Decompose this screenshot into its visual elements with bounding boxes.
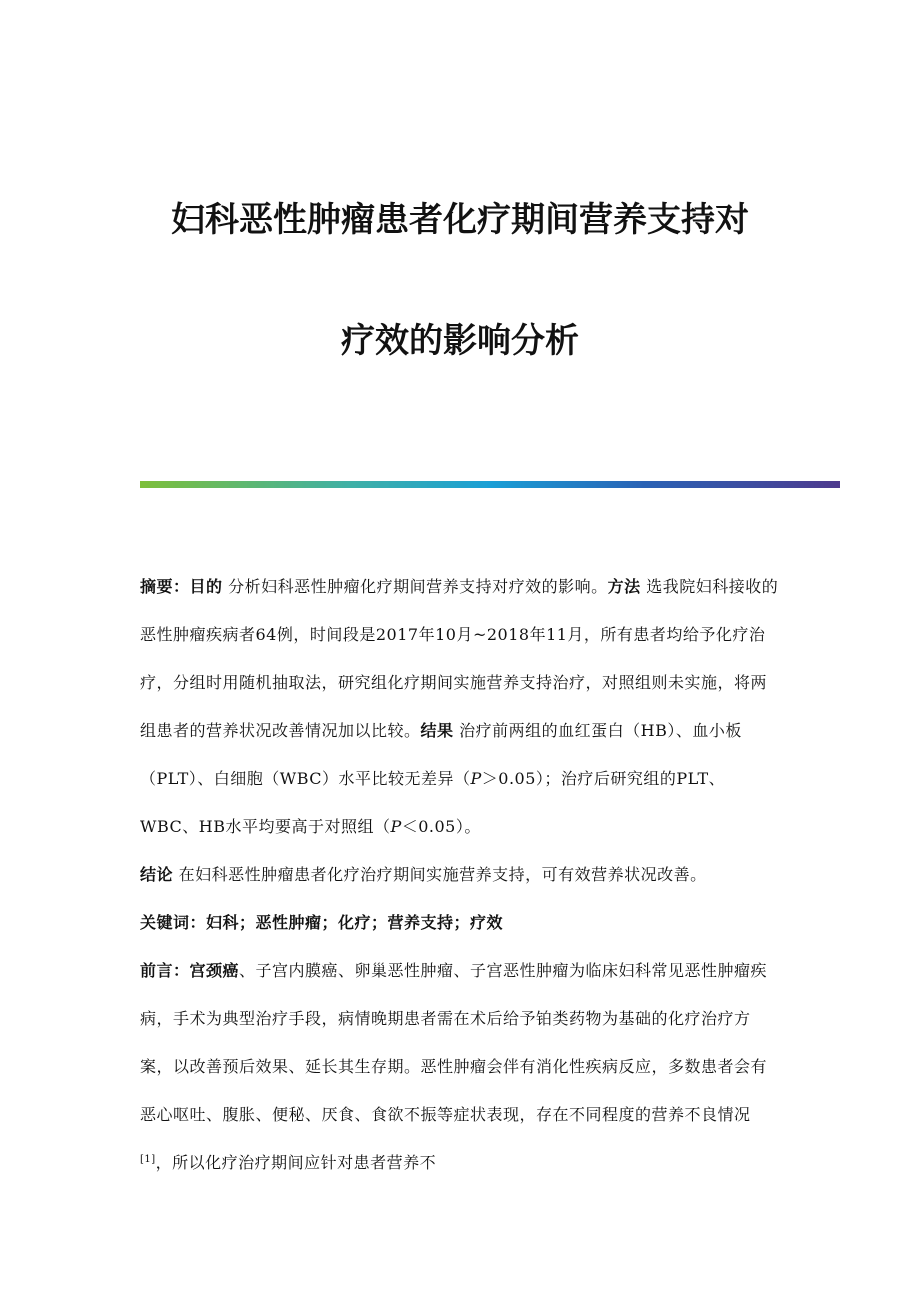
- results-label: 结果: [420, 721, 454, 740]
- abstract-objective: 分析妇科恶性肿瘤化疗期间营养支持对疗效的影响。: [222, 577, 608, 596]
- abstract-methods: 选我院妇科接收的恶性肿瘤疾病者64例，时间段是2017年10月~2018年11月，所有患者均给予化疗治疗，分组时用随机抽取法，研究组化疗期间实施营养支持治疗，对照组则未实施，将两组患者的营养状况改善情况加以比较。: [140, 577, 779, 740]
- abstract-results-b: ＞0.05）；治疗后研究组的PLT、WBC、HB水平均要高于对照组（: [140, 769, 726, 836]
- conclusion-paragraph: [140, 851, 780, 899]
- conclusion-label: 结论: [140, 865, 174, 884]
- intro-text-a: 、子宫内膜癌、卵巢恶性肿瘤、子宫恶性肿瘤为临床妇科常见恶性肿瘤疾病，手术为典型治疗手段，病情晚期患者需在术后给予铂类药物为基础的化疗治疗方案，以改善预后效果、延长其生存期。恶性肿瘤会伴有消化性疾病反应，多数患者会有恶心呕吐、腹胀、便秘、厌食、食欲不振等症状表现，存在不同程度的营养不良情况: [140, 961, 768, 1124]
- p-value-symbol: P: [470, 769, 482, 788]
- article-body: [140, 563, 780, 1187]
- page-title-line-2: 疗效的影响分析: [341, 321, 579, 361]
- abstract-results-a: 治疗前两组的血红蛋白（HB）、血小板（PLT）、白细胞（WBC）水平比较无差异（: [140, 721, 742, 788]
- citation-ref[interactable]: [1]: [140, 1154, 156, 1165]
- abstract-paragraph: [140, 563, 780, 851]
- p-value-symbol: P: [390, 817, 402, 836]
- intro-text-b: ，所以化疗治疗期间应针对患者营养不: [155, 1153, 437, 1172]
- abstract-conclusion: 在妇科恶性肿瘤患者化疗治疗期间实施营养支持，可有效营养状况改善。: [173, 865, 707, 884]
- intro-paragraph: [140, 947, 780, 1187]
- abstract-results-c: ＜0.05）。: [401, 817, 481, 836]
- gradient-divider: [140, 481, 840, 488]
- keywords-line: 关键词：妇科；恶性肿瘤；化疗；营养支持；疗效: [140, 913, 504, 932]
- page-title-line-1: 妇科恶性肿瘤患者化疗期间营养支持对: [171, 200, 749, 240]
- methods-label: 方法: [607, 577, 641, 596]
- intro-label: 前言：宫颈癌: [140, 961, 240, 980]
- abstract-label: 摘要：目的: [140, 577, 223, 596]
